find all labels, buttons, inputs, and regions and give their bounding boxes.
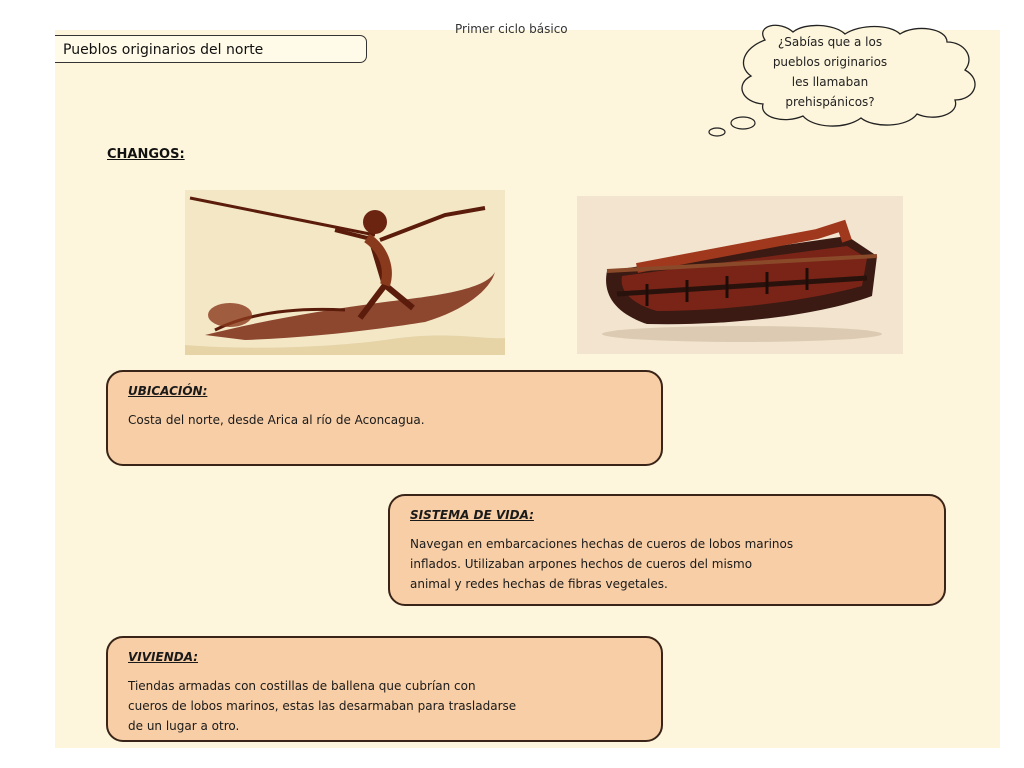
vivienda-text: [128, 676, 641, 736]
sistema-line: inflados. Utilizaban arpones hechos de cueros del mismo: [410, 557, 753, 571]
raft-model-photo: [577, 196, 903, 354]
vivienda-heading: VIVIENDA:: [128, 650, 199, 664]
vivienda-card: [106, 636, 663, 742]
cloud-line: ¿Sabías que a los: [777, 35, 883, 49]
cloud-line: les llamaban: [791, 75, 869, 89]
vivienda-line: Tiendas armadas con costillas de ballena que cubrían con: [128, 679, 476, 693]
vivienda-line: de un lugar a otro.: [128, 719, 240, 733]
sistema-de-vida-card: [388, 494, 946, 606]
cloud-line: pueblos originarios: [772, 55, 888, 69]
sistema-line: Navegan en embarcaciones hechas de cueros de lobos marinos: [410, 537, 794, 551]
cloud-line: prehispánicos?: [785, 95, 875, 109]
sistema-heading: SISTEMA DE VIDA:: [410, 508, 534, 522]
sistema-text: [410, 534, 924, 594]
ubicacion-card: [106, 370, 663, 466]
page-title: Pueblos originarios del norte: [55, 35, 367, 63]
vivienda-line: cueros de lobos marinos, estas las desarmaban para trasladarse: [128, 699, 517, 713]
section-heading-changos: CHANGOS:: [107, 147, 185, 162]
sistema-line: animal y redes hechas de fibras vegetales.: [410, 577, 668, 591]
clipped-header-text: Primer ciclo básico: [455, 22, 568, 36]
ubicacion-heading: UBICACIÓN:: [128, 384, 208, 398]
cloud-text: [745, 32, 915, 112]
document-page: [55, 22, 1000, 748]
ubicacion-text: Costa del norte, desde Arica al río de Aconcagua.: [128, 413, 425, 427]
fisherman-illustration: [185, 190, 505, 355]
